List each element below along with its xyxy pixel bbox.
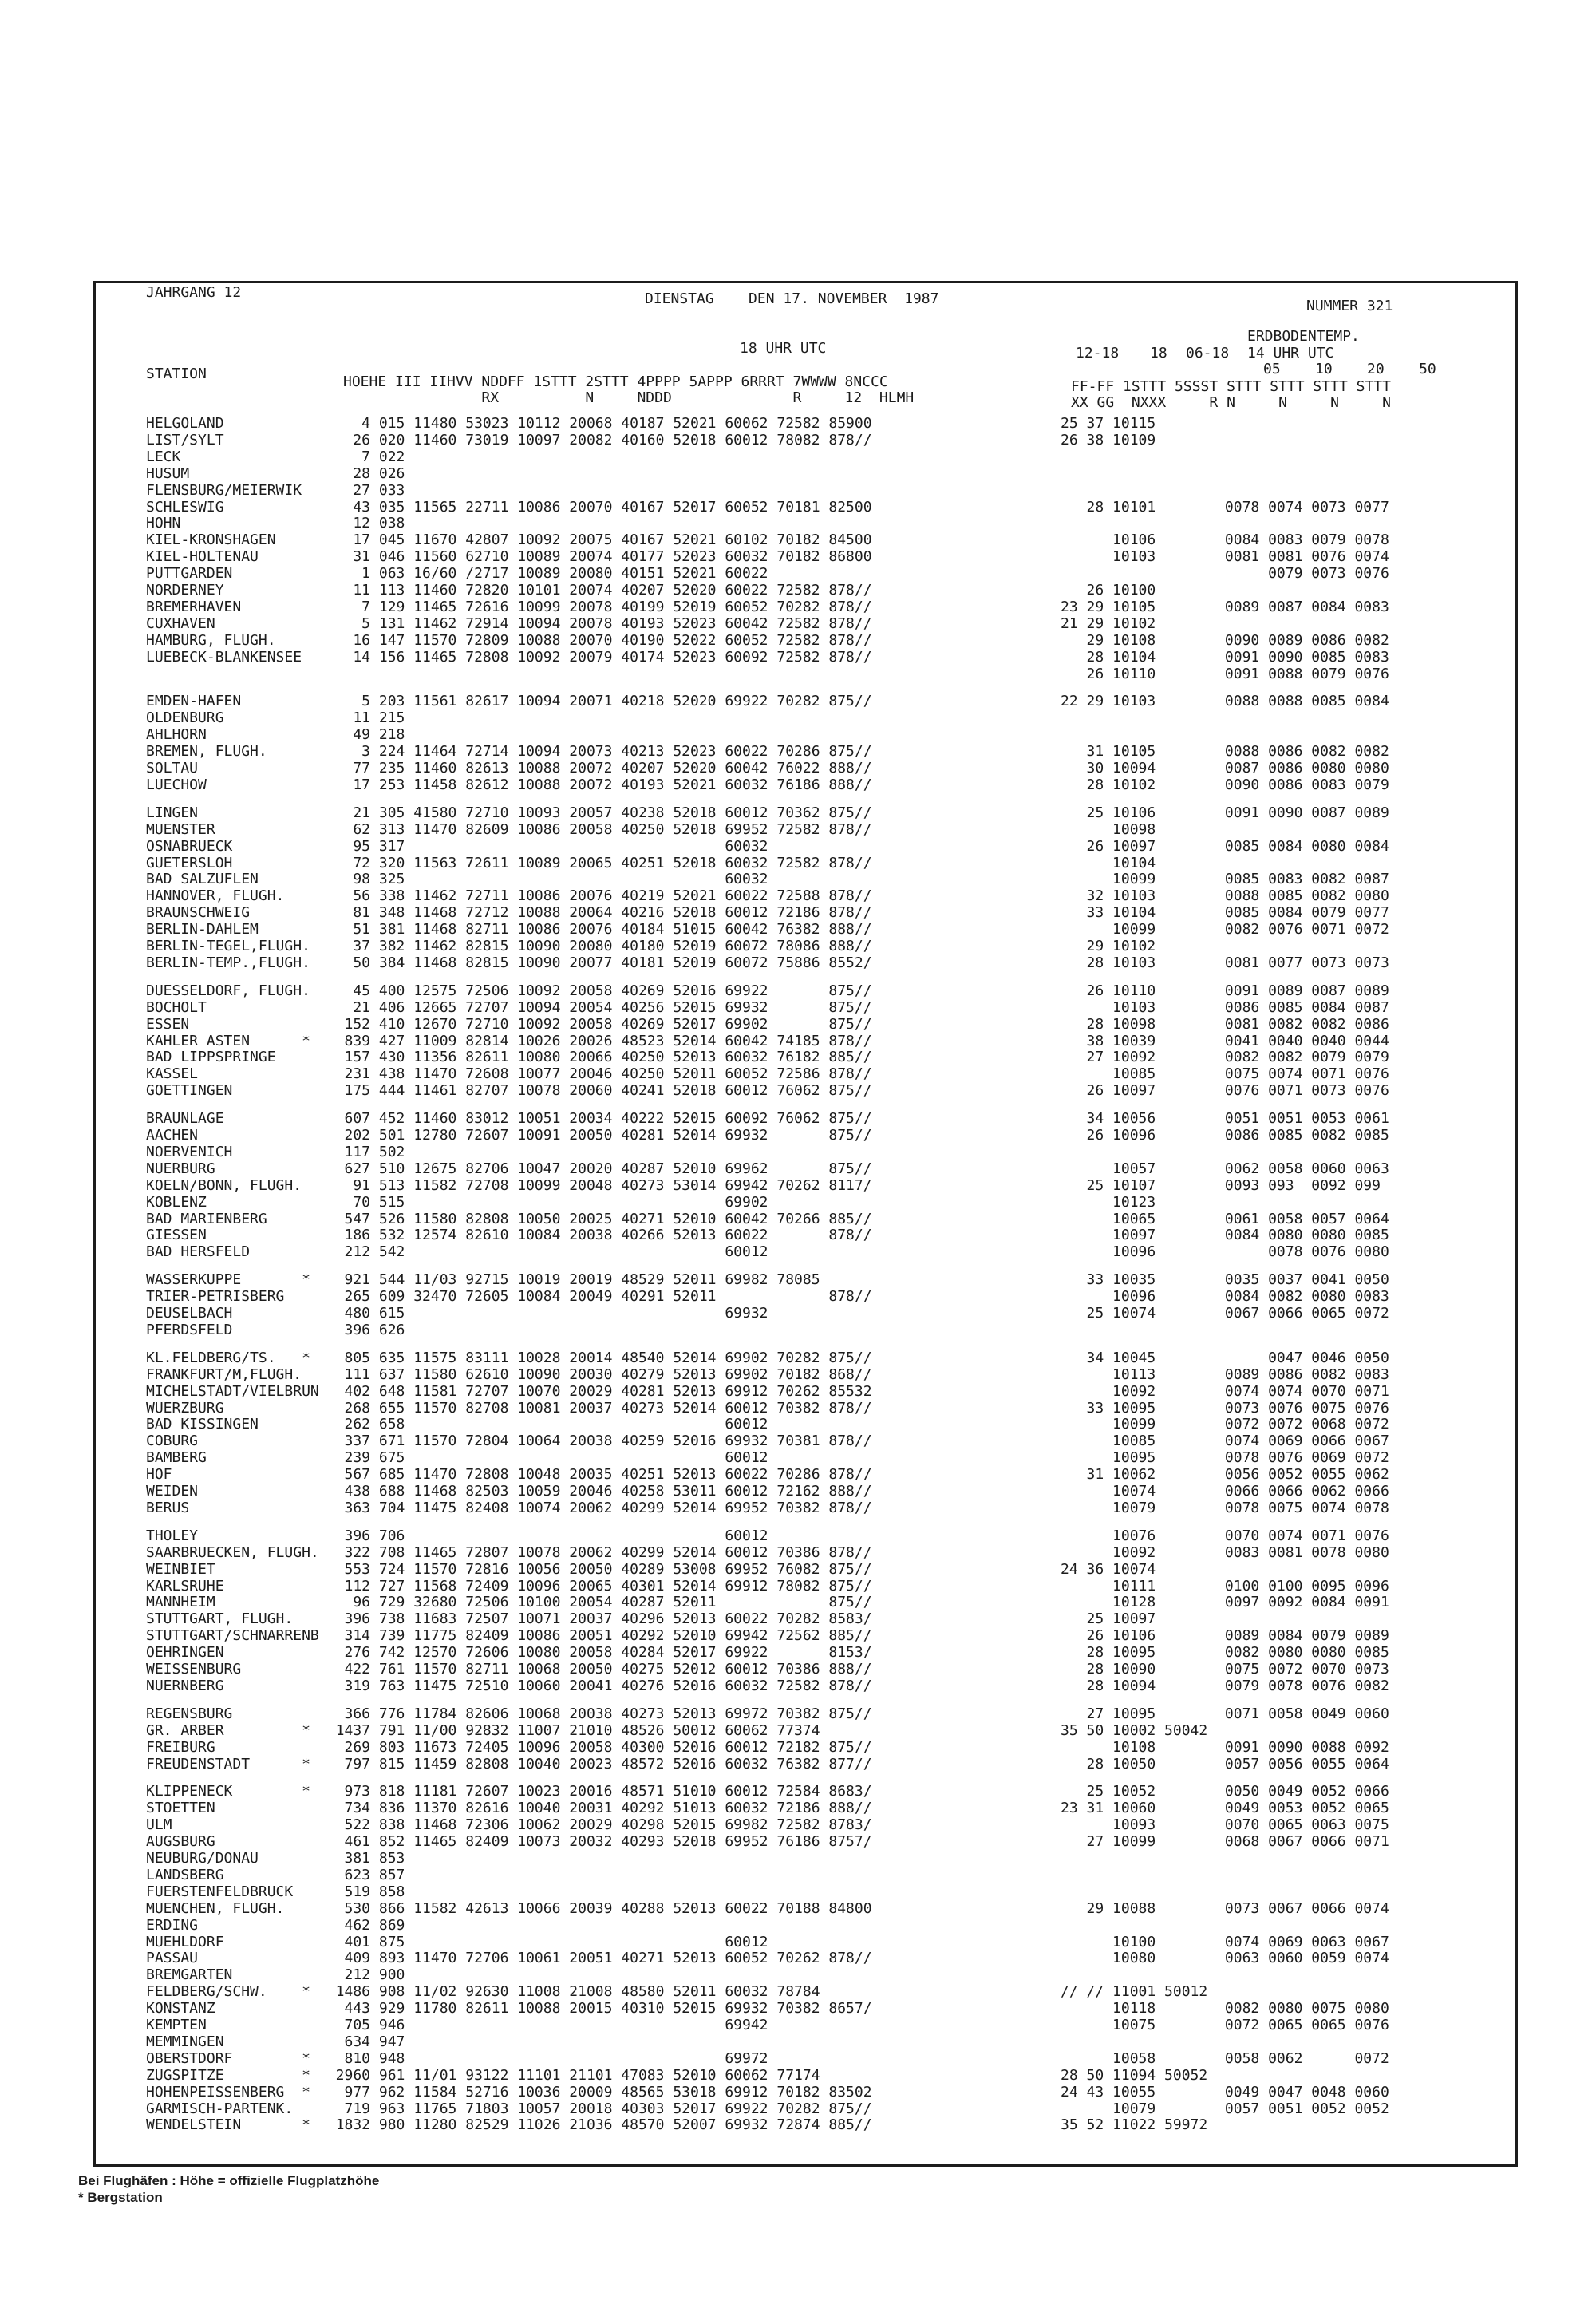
station-name: KLIPPENECK * [146, 1783, 310, 1800]
extreme-soil-values: 28 10104 0091 0090 0085 0083 [1061, 648, 1389, 666]
synop-values: 634 947 [318, 2033, 405, 2050]
synop-values: 734 836 11370 82616 10040 20031 40292 51013 60032 72186 888// [318, 1800, 872, 1817]
extreme-soil-values: 28 10102 0090 0086 0083 0079 [1061, 776, 1389, 793]
extreme-soil-values: 10092 0083 0081 0078 0080 [1061, 1543, 1389, 1561]
station-name: SCHLESWIG [146, 498, 224, 516]
extreme-soil-values: 24 43 10055 0049 0047 0048 0060 [1061, 2083, 1389, 2100]
station-name: BAD KISSINGEN [146, 1416, 259, 1433]
columns-subheading: RX N NDDD R 12 HLMH [343, 389, 915, 406]
station-name: BERLIN-DAHLEM [146, 921, 259, 939]
station-name: FREIBURG [146, 1738, 215, 1756]
station-name: BAD LIPPSPRINGE [146, 1049, 276, 1066]
station-name: BREMEN, FLUGH. [146, 743, 267, 761]
extreme-soil-values: 31 10062 0056 0052 0055 0062 [1061, 1466, 1389, 1484]
synop-values: 623 857 [318, 1866, 405, 1883]
synop-values: 396 626 [318, 1321, 405, 1338]
extreme-soil-values: 10080 0063 0060 0059 0074 [1061, 1950, 1389, 1967]
issue-number: NUMMER 321 [1306, 298, 1393, 314]
station-name: KARLSRUHE [146, 1577, 224, 1595]
station-name: KEMPTEN [146, 2017, 207, 2033]
synop-values: 21 406 12665 72707 10094 20054 40256 52015 69932 875// [318, 998, 872, 1016]
extreme-soil-values: 29 10108 0090 0089 0086 0082 [1061, 631, 1389, 649]
extreme-soil-values: 25 10074 0067 0066 0065 0072 [1061, 1305, 1389, 1322]
synop-values: 262 658 60012 [318, 1416, 768, 1433]
station-name: KIEL-HOLTENAU [146, 548, 259, 566]
synop-values: 797 815 11459 82808 10040 20023 48572 52016 60032 76382 877// [318, 1755, 872, 1772]
station-name: BREMGARTEN [146, 1966, 233, 1984]
extreme-soil-values: 28 10095 0082 0080 0080 0085 [1061, 1644, 1389, 1662]
station-name: PASSAU [146, 1950, 199, 1967]
synop-values: 81 348 11468 72712 10088 20064 40216 52018 60012 72186 878// [318, 904, 872, 922]
station-name: GR. ARBER * [146, 1721, 310, 1739]
station-name: ERDING [146, 1916, 199, 1934]
synop-values: 186 532 12574 82610 10084 20038 40266 52013 60022 878// [318, 1227, 872, 1244]
synop-values: 117 502 [318, 1143, 405, 1160]
synop-values: 921 544 11/03 92715 10019 20019 48529 52011 69982 78085 [318, 1271, 820, 1289]
extreme-soil-values: 27 10095 0071 0058 0049 0060 [1061, 1705, 1389, 1722]
station-name: NORDERNEY [146, 582, 224, 599]
extreme-soil-values: 10099 0072 0072 0068 0072 [1061, 1416, 1389, 1433]
station-name: BAD MARIENBERG [146, 1210, 267, 1227]
h14utc-heading: 14 UHR UTC [1247, 345, 1334, 362]
station-name: LINGEN [146, 804, 199, 821]
h18-heading: 18 [1150, 345, 1167, 362]
station-name: GUETERSLOH [146, 854, 233, 871]
synop-values: 627 510 12675 82706 10047 20020 40287 52010 69962 875// [318, 1160, 872, 1177]
synop-values: 530 866 11582 42613 10066 20039 40288 52013 60022 70188 84800 [318, 1899, 872, 1917]
extreme-soil-values: 28 50 11094 50052 [1061, 2066, 1208, 2084]
synop-values: 152 410 12670 72710 10092 20058 40269 52017 69902 875// [318, 1015, 872, 1033]
extreme-soil-values: 34 10045 0047 0046 0050 [1061, 1349, 1389, 1366]
station-name: FREUDENSTADT * [146, 1755, 310, 1772]
station-name: BERLIN-TEMP.,FLUGH. [146, 954, 310, 971]
extreme-soil-values: 23 29 10105 0089 0087 0084 0083 [1061, 598, 1389, 615]
extreme-soil-values: 35 50 10002 50042 [1061, 1721, 1208, 1739]
synop-values: 337 671 11570 72804 10064 20038 40259 52016 69932 70381 878// [318, 1433, 872, 1450]
station-name: ZUGSPITZE * [146, 2066, 310, 2084]
synop-values: 77 235 11460 82613 10088 20072 40207 52020 60042 76022 888// [318, 760, 872, 777]
synop-values: 7 129 11465 72616 10099 20078 40199 52019 60052 70282 878// [318, 598, 872, 615]
extreme-soil-values: 26 10097 0076 0071 0073 0076 [1061, 1082, 1389, 1100]
synop-values: 401 875 60012 [318, 1933, 768, 1950]
station-name: LIST/SYLT [146, 431, 224, 449]
extreme-soil-values: 10103 0086 0085 0084 0087 [1061, 998, 1389, 1016]
extreme-soil-values: 10085 0074 0069 0066 0067 [1061, 1433, 1389, 1450]
synop-values: 422 761 11570 82711 10068 20050 40275 52012 60012 70386 888// [318, 1661, 872, 1678]
station-name: KONSTANZ [146, 2000, 215, 2017]
station-name: PFERDSFELD [146, 1321, 233, 1338]
synop-values: 2960 961 11/01 93122 11101 21101 47083 52010 60062 77174 [318, 2066, 820, 2084]
extreme-soil-values: 33 10104 0085 0084 0079 0077 [1061, 904, 1389, 922]
synop-values: 269 803 11673 72405 10096 20058 40300 52016 60012 72182 875// [318, 1738, 872, 1756]
h1218-heading: 12-18 [1076, 345, 1120, 362]
station-name: ESSEN [146, 1015, 190, 1033]
station-name: OBERSTDORF * [146, 2049, 310, 2067]
right-columns-subheading: XX GG NXXX R N N N N [1071, 394, 1391, 411]
synop-values: 11 215 [318, 709, 405, 727]
extreme-soil-values: 10123 [1061, 1193, 1156, 1211]
synop-values: 547 526 11580 82808 10050 20025 40271 52010 60042 70266 885// [318, 1210, 872, 1227]
extreme-soil-values: 10103 0081 0081 0076 0074 [1061, 548, 1389, 566]
synop-values: 265 609 32470 72605 10084 20049 40291 52011 878// [318, 1288, 872, 1306]
footnotes [78, 2172, 379, 2206]
utc18-heading: 18 UHR UTC [740, 340, 827, 357]
station-name: BERLIN-TEGEL,FLUGH. [146, 938, 310, 954]
extreme-soil-values: 25 37 10115 [1061, 415, 1156, 432]
synop-values: 12 038 [318, 515, 405, 532]
extreme-soil-values: 10099 0085 0083 0082 0087 [1061, 871, 1389, 888]
station-name: ULM [146, 1816, 172, 1834]
extreme-soil-values: 10093 0070 0065 0063 0075 [1061, 1816, 1389, 1834]
station-name: MANNHEIM [146, 1594, 215, 1611]
extreme-soil-values: 26 10097 0085 0084 0080 0084 [1061, 837, 1389, 855]
synop-values: 402 648 11581 72707 10070 20029 40281 52013 69912 70262 85532 [318, 1382, 872, 1400]
synop-values: 111 637 11580 62610 10090 20030 40279 52013 69902 70182 868// [318, 1365, 872, 1383]
synop-values: 50 384 11468 82815 10090 20077 40181 52019 60072 75886 8552/ [318, 954, 872, 971]
synop-values: 21 305 41580 72710 10093 20057 40238 52018 60012 70362 875// [318, 804, 872, 821]
station-name: WASSERKUPPE * [146, 1271, 310, 1289]
synop-values: 62 313 11470 82609 10086 20058 40250 52018 69952 72582 878// [318, 820, 872, 838]
station-name: NUERBURG [146, 1160, 215, 1177]
synop-values: 26 020 11460 73019 10097 20082 40160 52018 60012 78082 878// [318, 431, 872, 449]
synop-values: 366 776 11784 82606 10068 20038 40273 52013 69972 70382 875// [318, 1705, 872, 1722]
extreme-soil-values: 10108 0091 0090 0088 0092 [1061, 1738, 1389, 1756]
date-label: DIENSTAG DEN 17. NOVEMBER 1987 [645, 290, 939, 307]
extreme-soil-values: 21 29 10102 [1061, 615, 1156, 632]
synop-values: 973 818 11181 72607 10023 20016 48571 51010 60012 72584 8683/ [318, 1783, 872, 1800]
station-name: WENDELSTEIN * [146, 2116, 310, 2134]
synop-values: 810 948 69972 [318, 2049, 768, 2067]
station-name: KASSEL [146, 1065, 199, 1083]
station-name: KAHLER ASTEN * [146, 1032, 310, 1049]
station-name: OEHRINGEN [146, 1644, 224, 1662]
synop-values: 28 026 [318, 464, 405, 482]
extreme-soil-values: 31 10105 0088 0086 0082 0082 [1061, 743, 1389, 761]
footnote-mountain: * Bergstation [78, 2190, 163, 2205]
station-name: BERUS [146, 1499, 190, 1516]
synop-values: 96 729 32680 72506 10100 20054 40287 52011 875// [318, 1594, 872, 1611]
synop-values: 51 381 11468 82711 10086 20076 40184 51015 60042 76382 888// [318, 921, 872, 939]
synop-values: 7 022 [318, 448, 405, 465]
extreme-soil-values: 26 10096 0086 0085 0082 0085 [1061, 1127, 1389, 1144]
station-name: FUERSTENFELDBRUCK [146, 1883, 294, 1900]
extreme-soil-values: 10111 0100 0100 0095 0096 [1061, 1577, 1389, 1595]
depths-heading: 05 10 20 50 [1263, 361, 1436, 377]
extreme-soil-values: 26 10110 0091 0089 0087 0089 [1061, 982, 1389, 999]
station-name: AUGSBURG [146, 1833, 215, 1851]
extreme-soil-values: 0079 0073 0076 [1061, 565, 1389, 583]
jahrgang-label: JAHRGANG 12 [146, 284, 242, 301]
station-name: MEMMINGEN [146, 2033, 224, 2050]
station-name: HOHENPEISSENBERG * [146, 2083, 310, 2100]
extreme-soil-values: 33 10095 0073 0076 0075 0076 [1061, 1399, 1389, 1417]
station-name: HUSUM [146, 464, 190, 482]
extreme-soil-values: 28 10050 0057 0056 0055 0064 [1061, 1755, 1389, 1772]
synop-values: 438 688 11468 82503 10059 20046 40258 53011 60012 72162 888// [318, 1483, 872, 1500]
synop-values: 16 147 11570 72809 10088 20070 40190 52022 60052 72582 878// [318, 631, 872, 649]
h0618-heading: 06-18 [1186, 345, 1230, 362]
station-name: KOELN/BONN, FLUGH. [146, 1176, 302, 1194]
station-name: KL.FELDBERG/TS. * [146, 1349, 310, 1366]
synop-values: 56 338 11462 72711 10086 20076 40219 52021 60022 72588 878// [318, 887, 872, 905]
station-name: STUTTGART/SCHNARRENB [146, 1627, 319, 1645]
synop-values: 522 838 11468 72306 10062 20029 40298 52015 69982 72582 8783/ [318, 1816, 872, 1834]
extreme-soil-values: 35 52 11022 59972 [1061, 2116, 1208, 2134]
station-name: REGENSBURG [146, 1705, 233, 1722]
station-name: GOETTINGEN [146, 1082, 233, 1100]
synop-values: 314 739 11775 82409 10086 20051 40292 52010 69942 72562 885// [318, 1627, 872, 1645]
extreme-soil-values: 28 10103 0081 0077 0073 0073 [1061, 954, 1389, 971]
synop-values: 45 400 12575 72506 10092 20058 40269 52016 69922 875// [318, 982, 872, 999]
station-name: GARMISCH-PARTENK. [146, 2100, 294, 2117]
synop-values: 553 724 11570 72816 10056 20050 40289 53008 69952 76082 875// [318, 1560, 872, 1578]
station-name: WUERZBURG [146, 1399, 224, 1417]
station-name: CUXHAVEN [146, 615, 215, 632]
extreme-soil-values: 27 10092 0082 0082 0079 0079 [1061, 1049, 1389, 1066]
station-name: AHLHORN [146, 726, 207, 744]
station-name: TRIER-PETRISBERG [146, 1288, 285, 1306]
station-name: KOBLENZ [146, 1193, 207, 1211]
extreme-soil-values: 22 29 10103 0088 0088 0085 0084 [1061, 693, 1389, 710]
station-name: PUTTGARDEN [146, 565, 233, 583]
synop-values: 1832 980 11280 82529 11026 21036 48570 52007 69932 72874 885// [318, 2116, 872, 2134]
synop-values: 1 063 16/60 /2717 10089 20080 40151 52021 60022 [318, 565, 768, 583]
extreme-soil-values: 10096 0078 0076 0080 [1061, 1243, 1389, 1261]
station-name: WEINBIET [146, 1560, 215, 1578]
synop-values: 95 317 60032 [318, 837, 768, 855]
extreme-soil-values: 25 10107 0093 093 0092 099 [1061, 1176, 1381, 1194]
extreme-soil-values: 26 10110 0091 0088 0079 0076 [1061, 665, 1389, 682]
synop-values: 705 946 69942 [318, 2017, 768, 2033]
station-name: EMDEN-HAFEN [146, 693, 242, 710]
extreme-soil-values: 10100 0074 0069 0063 0067 [1061, 1933, 1389, 1950]
extreme-soil-values: 10057 0062 0058 0060 0063 [1061, 1160, 1389, 1177]
synop-values: 70 515 69902 [318, 1193, 768, 1211]
extreme-soil-values: 25 10106 0091 0090 0087 0089 [1061, 804, 1389, 821]
synop-values: 14 156 11465 72808 10092 20079 40174 52023 60092 72582 878// [318, 648, 872, 666]
extreme-soil-values: 34 10056 0051 0051 0053 0061 [1061, 1110, 1389, 1128]
columns-heading: HOEHE III IIHVV NDDFF 1STTT 2STTT 4PPPP 5APPP 6RRRT 7WWWW 8NCCC [343, 373, 888, 390]
extreme-soil-values: 25 10052 0050 0049 0052 0066 [1061, 1783, 1389, 1800]
synop-values: 4 015 11480 53023 10112 20068 40187 52021 60062 72582 85900 [318, 415, 872, 432]
station-name: BAD HERSFELD [146, 1243, 251, 1261]
extreme-soil-values: 10098 [1061, 820, 1156, 838]
synop-values: 157 430 11356 82611 10080 20066 40250 52013 60032 76182 885// [318, 1049, 872, 1066]
station-name: THOLEY [146, 1527, 199, 1544]
synop-values: 112 727 11568 72409 10096 20065 40301 52014 69912 78082 875// [318, 1577, 872, 1595]
synop-values: 72 320 11563 72611 10089 20065 40251 52018 60032 72582 878// [318, 854, 872, 871]
station-name: STUTTGART, FLUGH. [146, 1610, 294, 1628]
synop-values: 519 858 [318, 1883, 405, 1900]
extreme-soil-values: 32 10103 0088 0085 0082 0080 [1061, 887, 1389, 905]
station-name: NOERVENICH [146, 1143, 233, 1160]
extreme-soil-values: 10058 0058 0062 0072 [1061, 2049, 1389, 2067]
extreme-soil-values: 10113 0089 0086 0082 0083 [1061, 1365, 1389, 1383]
extreme-soil-values: 24 36 10074 [1061, 1560, 1156, 1578]
extreme-soil-values: 10118 0082 0080 0075 0080 [1061, 2000, 1389, 2017]
station-name: BRAUNSCHWEIG [146, 904, 251, 922]
station-name: DUESSELDORF, FLUGH. [146, 982, 310, 999]
synop-values: 5 131 11462 72914 10094 20078 40193 52023 60042 72582 878// [318, 615, 872, 632]
station-name: SOLTAU [146, 760, 199, 777]
extreme-soil-values: 23 31 10060 0049 0053 0052 0065 [1061, 1800, 1389, 1817]
extreme-soil-values: 28 10090 0075 0072 0070 0073 [1061, 1661, 1389, 1678]
synop-values: 202 501 12780 72607 10091 20050 40281 52014 69932 875// [318, 1127, 872, 1144]
extreme-soil-values: 29 10102 [1061, 938, 1156, 954]
synop-values: 11 113 11460 72820 10101 20074 40207 52020 60022 72582 878// [318, 582, 872, 599]
synop-values: 268 655 11570 82708 10081 20037 40273 52014 60012 70382 878// [318, 1399, 872, 1417]
station-name: HELGOLAND [146, 415, 224, 432]
station-name: STOETTEN [146, 1800, 215, 1817]
station-name: AACHEN [146, 1127, 199, 1144]
synop-values: 462 869 [318, 1916, 405, 1934]
station-name: BRAUNLAGE [146, 1110, 224, 1128]
synop-values: 175 444 11461 82707 10078 20060 40241 52018 60012 76062 875// [318, 1082, 872, 1100]
synop-values: 5 203 11561 82617 10094 20071 40218 52020 69922 70282 875// [318, 693, 872, 710]
station-name: BREMERHAVEN [146, 598, 242, 615]
station-name: LUECHOW [146, 776, 207, 793]
synop-values: 17 045 11670 42807 10092 20075 40167 52021 60102 70182 84500 [318, 532, 872, 549]
station-name: OLDENBURG [146, 709, 224, 727]
station-name: WEIDEN [146, 1483, 199, 1500]
synop-values: 212 900 [318, 1966, 405, 1984]
synop-values: 719 963 11765 71803 10057 20018 40303 52017 69922 70282 875// [318, 2100, 872, 2117]
synop-values: 443 929 11780 82611 10088 20015 40310 52015 69932 70382 8657/ [318, 2000, 872, 2017]
station-name: BOCHOLT [146, 998, 207, 1016]
extreme-soil-values: 10076 0070 0074 0071 0076 [1061, 1527, 1389, 1544]
extreme-soil-values: 10079 0078 0075 0074 0078 [1061, 1499, 1389, 1516]
station-name: LUEBECK-BLANKENSEE [146, 648, 302, 666]
extreme-soil-values: 26 10100 [1061, 582, 1156, 599]
synop-values: 805 635 11575 83111 10028 20014 48540 52014 69902 70282 875// [318, 1349, 872, 1366]
extreme-soil-values: 27 10099 0068 0067 0066 0071 [1061, 1833, 1389, 1851]
synop-values: 37 382 11462 82815 10090 20080 40180 52019 60072 78086 888// [318, 938, 872, 954]
synop-values: 27 033 [318, 481, 405, 499]
station-name: WEISSENBURG [146, 1661, 242, 1678]
station-name: SAARBRUECKEN, FLUGH. [146, 1543, 319, 1561]
station-name: GIESSEN [146, 1227, 207, 1244]
synop-values: 3 224 11464 72714 10094 20073 40213 52023 60022 70286 875// [318, 743, 872, 761]
station-name: HANNOVER, FLUGH. [146, 887, 285, 905]
station-name: FLENSBURG/MEIERWIK [146, 481, 302, 499]
synop-values: 567 685 11470 72808 10048 20035 40251 52013 60022 70286 878// [318, 1466, 872, 1484]
extreme-soil-values: 26 10106 0089 0084 0079 0089 [1061, 1627, 1389, 1645]
station-name: NEUBURG/DONAU [146, 1850, 259, 1867]
synop-values: 17 253 11458 82612 10088 20072 40193 52021 60032 76186 888// [318, 776, 872, 793]
extreme-soil-values: 10092 0074 0074 0070 0071 [1061, 1382, 1389, 1400]
extreme-soil-values: 28 10101 0078 0074 0073 0077 [1061, 498, 1389, 516]
station-name: OSNABRUECK [146, 837, 233, 855]
extreme-soil-values: 10065 0061 0058 0057 0064 [1061, 1210, 1389, 1227]
synop-values: 49 218 [318, 726, 405, 744]
erdboden-heading: ERDBODENTEMP. [1247, 328, 1360, 345]
synop-values: 396 706 60012 [318, 1527, 768, 1544]
synop-values: 98 325 60032 [318, 871, 768, 888]
extreme-soil-values: 10085 0075 0074 0071 0076 [1061, 1065, 1389, 1083]
station-name: HOHN [146, 515, 181, 532]
extreme-soil-values: 28 10098 0081 0082 0082 0086 [1061, 1015, 1389, 1033]
station-name: NUERNBERG [146, 1677, 224, 1694]
synop-values: 977 962 11584 52716 10036 20009 48565 53018 69912 70182 83502 [318, 2083, 872, 2100]
station-name: BAMBERG [146, 1449, 207, 1467]
extreme-soil-values: 10097 0084 0080 0080 0085 [1061, 1227, 1389, 1244]
extreme-soil-values: 10106 0084 0083 0079 0078 [1061, 532, 1389, 549]
station-name: COBURG [146, 1433, 199, 1450]
station-name: HAMBURG, FLUGH. [146, 631, 276, 649]
station-name: MUENCHEN, FLUGH. [146, 1899, 285, 1917]
station-name: HOF [146, 1466, 172, 1484]
footnote-airport: Bei Flughäfen : Höhe = offizielle Flugplatzhöhe [78, 2173, 380, 2188]
extreme-soil-values: 10075 0072 0065 0065 0076 [1061, 2017, 1389, 2033]
station-name: LANDSBERG [146, 1866, 224, 1883]
synop-values: 212 542 60012 [318, 1243, 768, 1261]
extreme-soil-values: 29 10088 0073 0067 0066 0074 [1061, 1899, 1389, 1917]
extreme-soil-values: 28 10094 0079 0078 0076 0082 [1061, 1677, 1389, 1694]
synop-values: 839 427 11009 82814 10026 20026 48523 52014 60042 74185 878// [318, 1032, 872, 1049]
synop-values: 480 615 69932 [318, 1305, 768, 1322]
extreme-soil-values: 10128 0097 0092 0084 0091 [1061, 1594, 1389, 1611]
synop-values: 319 763 11475 72510 10060 20041 40276 52016 60032 72582 878// [318, 1677, 872, 1694]
synop-values: 409 893 11470 72706 10061 20051 40271 52013 60052 70262 878// [318, 1950, 872, 1967]
synop-values: 239 675 60012 [318, 1449, 768, 1467]
synop-values: 1437 791 11/00 92832 11007 21010 48526 50012 60062 77374 [318, 1721, 820, 1739]
station-name: FELDBERG/SCHW. * [146, 1983, 310, 2001]
extreme-soil-values: 26 38 10109 [1061, 431, 1156, 449]
synop-values: 363 704 11475 82408 10074 20062 40299 52014 69952 70382 878// [318, 1499, 872, 1516]
extreme-soil-values: 38 10039 0041 0040 0040 0044 [1061, 1032, 1389, 1049]
station-name: MUENSTER [146, 820, 215, 838]
synop-values: 31 046 11560 62710 10089 20074 40177 52023 60032 70182 86800 [318, 548, 872, 566]
extreme-soil-values: 10104 [1061, 854, 1156, 871]
synop-values: 1486 908 11/02 92630 11008 21008 48580 52011 60032 78784 [318, 1983, 820, 2001]
station-heading: STATION [146, 366, 207, 382]
station-name: MICHELSTADT/VIELBRUN [146, 1382, 319, 1400]
synop-values: 322 708 11465 72807 10078 20062 40299 52014 60012 70386 878// [318, 1543, 872, 1561]
synop-values: 231 438 11470 72608 10077 20046 40250 52011 60052 72586 878// [318, 1065, 872, 1083]
synop-values: 607 452 11460 83012 10051 20034 40222 52015 60092 76062 875// [318, 1110, 872, 1128]
synop-values: 276 742 12570 72606 10080 20058 40284 52017 69922 8153/ [318, 1644, 872, 1662]
station-name: KIEL-KRONSHAGEN [146, 532, 276, 549]
right-columns-heading: FF-FF 1STTT 5SSST STTT STTT STTT STTT [1071, 378, 1391, 395]
synop-values: 396 738 11683 72507 10071 20037 40296 52013 60022 70282 8583/ [318, 1610, 872, 1628]
extreme-soil-values: 10095 0078 0076 0069 0072 [1061, 1449, 1389, 1467]
synop-values: 461 852 11465 82409 10073 20032 40293 52018 69952 76186 8757/ [318, 1833, 872, 1851]
extreme-soil-values: 10079 0057 0051 0052 0052 [1061, 2100, 1389, 2117]
extreme-soil-values: 33 10035 0035 0037 0041 0050 [1061, 1271, 1389, 1289]
station-name: DEUSELBACH [146, 1305, 233, 1322]
station-name: LECK [146, 448, 181, 465]
station-name: MUEHLDORF [146, 1933, 224, 1950]
extreme-soil-values: 10096 0084 0082 0080 0083 [1061, 1288, 1389, 1306]
extreme-soil-values: 10074 0066 0066 0062 0066 [1061, 1483, 1389, 1500]
station-name: BAD SALZUFLEN [146, 871, 259, 888]
synop-values: 43 035 11565 22711 10086 20070 40167 52017 60052 70181 82500 [318, 498, 872, 516]
extreme-soil-values: 25 10097 [1061, 1610, 1156, 1628]
station-name: FRANKFURT/M,FLUGH. [146, 1365, 302, 1383]
extreme-soil-values: // // 11001 50012 [1061, 1983, 1208, 2001]
synop-values: 91 513 11582 72708 10099 20048 40273 53014 69942 70262 8117/ [318, 1176, 872, 1194]
extreme-soil-values: 30 10094 0087 0086 0080 0080 [1061, 760, 1389, 777]
extreme-soil-values: 10099 0082 0076 0071 0072 [1061, 921, 1389, 939]
synop-values: 381 853 [318, 1850, 405, 1867]
